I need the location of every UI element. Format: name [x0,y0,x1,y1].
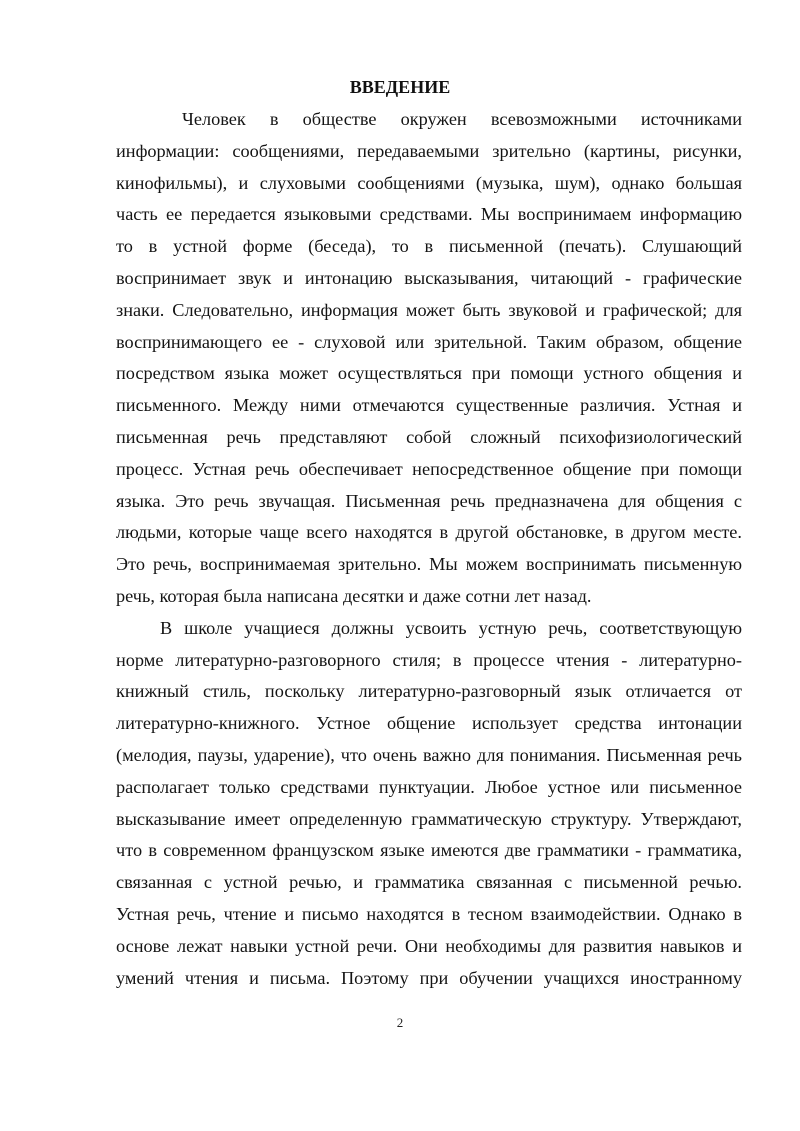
text-line: литературно-книжного. Устное общение использует средства интонации [116,713,742,734]
text-line: языка. Это речь звучащая. Письменная речь предназначена для общения с [116,490,742,511]
text-line: высказывание имеет определенную грамматическую структуру. Утверждают, [116,808,742,829]
text-line: кинофильмы), и слуховыми сообщениями (музыка, шум), однако большая [116,172,742,193]
paragraph-1 [116,104,742,613]
text-line: воспринимает звук и интонацию высказывания, читающий - графические [116,267,742,288]
text-line: что в современном французском языке имеются две грамматики - грамматика, [116,840,742,861]
page-number: 2 [396,1015,404,1030]
body-text [116,104,742,994]
text-line: Человек в обществе окружен всевозможными источниками [182,109,742,129]
text-line: Устная речь, чтение и письмо находятся в тесном взаимодействии. Однако в [116,903,742,924]
text-line: знаки. Следовательно, информация может быть звуковой и графической; для [116,299,742,320]
text-line: воспринимающего ее - слуховой или зрительной. Таким образом, общение [116,331,742,352]
text-line: В школе учащиеся должны усвоить устную речь, соответствующую [160,617,742,638]
text-line: то в устной форме (беседа), то в письменной (печать). Слушающий [116,236,742,257]
text-line: посредством языка может осуществляться при помощи устного общения и [116,363,742,384]
text-line: связанная с устной речью, и грамматика связанная с письменной речью. [116,872,742,893]
text-line: часть ее передается языковыми средствами. Мы воспринимаем информацию [116,204,742,225]
paragraph-2 [116,613,742,995]
text-line: людьми, которые чаще всего находятся в другой обстановке, в другом месте. [116,522,742,543]
page-title: ВВЕДЕНИЕ [349,77,451,97]
text-line: процесс. Устная речь обеспечивает непосредственное общение при помощи [116,458,742,479]
text-line: располагает только средствами пунктуации. Любое устное или письменное [116,776,742,797]
text-line: умений чтения и письма. Поэтому при обучении учащихся иностранному [116,967,742,988]
text-line: информации: сообщениями, передаваемыми зрительно (картины, рисунки, [116,140,742,161]
text-line: письменного. Между ними отмечаются существенные различия. Устная и [116,395,742,416]
text-line: книжный стиль, поскольку литературно-разговорный язык отличается от [116,681,742,702]
text-line: письменная речь представляют собой сложный психофизиологический [116,426,742,447]
text-line: основе лежат навыки устной речи. Они необходимы для развития навыков и [116,935,742,956]
text-line: Это речь, воспринимаемая зрительно. Мы можем воспринимать письменную [116,554,742,575]
text-line: (мелодия, паузы, ударение), что очень важно для понимания. Письменная речь [116,744,742,765]
text-line: речь, которая была написана десятки и даже сотни лет назад. [116,585,592,606]
text-line: норме литературно-разговорного стиля; в процессе чтения - литературно- [116,649,742,670]
